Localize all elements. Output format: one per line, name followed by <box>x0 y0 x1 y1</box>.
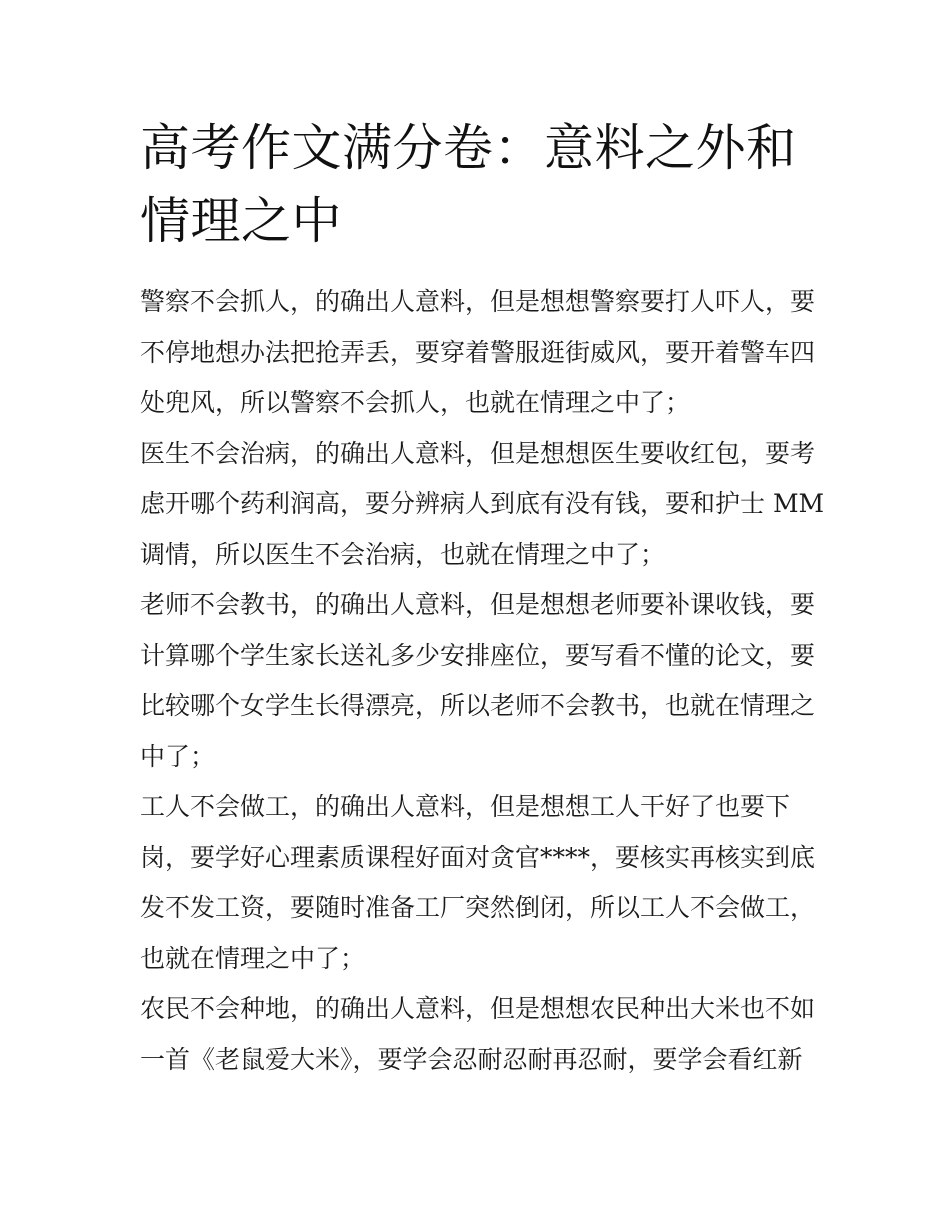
text-line: 警察不会抓人，的确出人意料，但是想想警察要打人吓人，要 <box>140 287 816 316</box>
text-line: 调情，所以医生不会治病，也就在情理之中了； <box>140 539 666 569</box>
paragraph-teacher <box>140 580 818 782</box>
text-line: 农民不会种地，的确出人意料，但是想想农民种出大米也不如 <box>140 994 816 1023</box>
text-line: 比较哪个女学生长得漂亮，所以老师不会教书，也就在情理之 <box>140 691 816 720</box>
paragraph-doctor <box>140 429 825 581</box>
title-line: 情理之中 <box>140 192 342 250</box>
paragraph-police <box>140 277 818 429</box>
text-line: 也就在情理之中了； <box>140 943 366 973</box>
text-line: 不停地想办法把抢弄丢，要穿着警服逛街威风，要开着警车四 <box>140 337 816 367</box>
text-line: 虑开哪个药利润高，要分辨病人到底有没有钱，要和护士 MM <box>140 489 825 518</box>
paragraph-worker <box>140 782 818 984</box>
text-line: 医生不会治病，的确出人意料，但是想想医生要收红包，要考 <box>140 438 816 468</box>
text-line: 发不发工资，要随时准备工厂突然倒闭，所以工人不会做工， <box>140 893 816 922</box>
text-line: 一首《老鼠爱大米》，要学会忍耐忍耐再忍耐，要学会看红新 <box>140 1044 803 1074</box>
text-line: 计算哪个学生家长送礼多少安排座位，要写看不懂的论文，要 <box>140 640 816 670</box>
text-line: 处兜风，所以警察不会抓人，也就在情理之中了； <box>140 388 691 417</box>
text-line: 岗，要学好心理素质课程好面对贪官****，要核实再核实到底 <box>140 842 816 872</box>
document-title <box>140 112 820 258</box>
title-line: 高考作文满分卷：意料之外和 <box>140 119 797 177</box>
text-line: 老师不会教书，的确出人意料，但是想想老师要补课收钱，要 <box>140 590 816 619</box>
paragraph-farmer <box>140 984 818 1085</box>
text-line: 中了； <box>140 741 216 771</box>
text-line: 工人不会做工，的确出人意料，但是想想工人干好了也要下 <box>140 792 791 821</box>
document-body <box>140 277 825 1085</box>
